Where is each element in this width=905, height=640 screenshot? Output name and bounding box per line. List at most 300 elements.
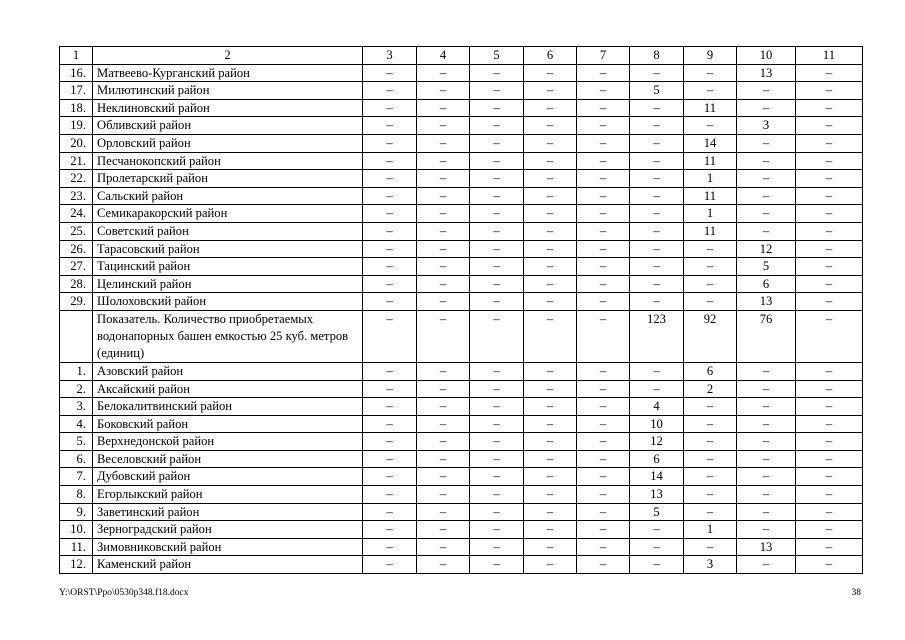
value-cell: – <box>363 380 417 398</box>
header-cell: 10 <box>737 47 796 65</box>
header-cell: 6 <box>524 47 577 65</box>
row-name-cell: Веселовский район <box>93 450 363 468</box>
table-row <box>60 433 863 451</box>
value-cell: 14 <box>684 134 737 152</box>
value-cell: – <box>524 486 577 504</box>
data-table <box>59 46 863 574</box>
value-cell: – <box>524 450 577 468</box>
value-cell: – <box>363 152 417 170</box>
value-cell: – <box>470 82 524 100</box>
value-cell: – <box>577 293 630 311</box>
value-cell: 92 <box>684 310 737 362</box>
row-number-cell: 26. <box>60 240 93 258</box>
table-row <box>60 556 863 574</box>
value-cell: – <box>470 468 524 486</box>
value-cell: – <box>417 222 470 240</box>
row-name-cell: Зимовниковский район <box>93 538 363 556</box>
value-cell: – <box>737 187 796 205</box>
value-cell: 11 <box>684 222 737 240</box>
value-cell: – <box>524 240 577 258</box>
table-row <box>60 99 863 117</box>
value-cell: – <box>737 170 796 188</box>
value-cell: – <box>524 187 577 205</box>
value-cell: – <box>796 362 863 380</box>
value-cell: – <box>630 205 684 223</box>
value-cell: – <box>577 205 630 223</box>
value-cell: – <box>417 152 470 170</box>
value-cell: – <box>417 275 470 293</box>
value-cell: – <box>737 205 796 223</box>
value-cell: – <box>524 82 577 100</box>
value-cell: – <box>470 240 524 258</box>
value-cell: – <box>577 362 630 380</box>
value-cell: – <box>737 415 796 433</box>
row-name-cell: Тацинский район <box>93 258 363 276</box>
table-row <box>60 293 863 311</box>
value-cell: – <box>684 258 737 276</box>
value-cell: – <box>630 380 684 398</box>
row-number-cell: 16. <box>60 64 93 82</box>
value-cell: – <box>796 398 863 416</box>
value-cell: – <box>737 99 796 117</box>
value-cell: – <box>737 556 796 574</box>
value-cell: – <box>363 415 417 433</box>
value-cell: 123 <box>630 310 684 362</box>
value-cell: – <box>630 556 684 574</box>
value-cell: – <box>796 205 863 223</box>
value-cell: 3 <box>737 117 796 135</box>
value-cell: – <box>737 503 796 521</box>
value-cell: – <box>737 380 796 398</box>
table-row <box>60 64 863 82</box>
value-cell: 3 <box>684 556 737 574</box>
row-name-cell: Аксайский район <box>93 380 363 398</box>
value-cell: 10 <box>630 415 684 433</box>
value-cell: – <box>577 310 630 362</box>
row-name-cell: Шолоховский район <box>93 293 363 311</box>
value-cell: 12 <box>630 433 684 451</box>
value-cell: – <box>796 380 863 398</box>
footer-page-number: 38 <box>851 588 861 598</box>
value-cell: – <box>363 82 417 100</box>
row-number-cell: 24. <box>60 205 93 223</box>
row-number-cell: 25. <box>60 222 93 240</box>
header-cell: 5 <box>470 47 524 65</box>
value-cell: – <box>684 468 737 486</box>
value-cell: – <box>417 556 470 574</box>
value-cell: – <box>417 117 470 135</box>
value-cell: 13 <box>737 64 796 82</box>
value-cell: – <box>796 187 863 205</box>
row-number-cell: 7. <box>60 468 93 486</box>
header-cell: 9 <box>684 47 737 65</box>
value-cell: – <box>470 258 524 276</box>
value-cell: – <box>417 99 470 117</box>
value-cell: – <box>363 538 417 556</box>
value-cell: – <box>796 556 863 574</box>
value-cell: – <box>630 187 684 205</box>
value-cell: – <box>577 398 630 416</box>
value-cell: – <box>363 362 417 380</box>
table-row <box>60 117 863 135</box>
row-number-cell: 28. <box>60 275 93 293</box>
value-cell: – <box>470 117 524 135</box>
table-row <box>60 275 863 293</box>
value-cell: – <box>796 275 863 293</box>
value-cell: 6 <box>630 450 684 468</box>
value-cell: – <box>524 117 577 135</box>
table-row <box>60 152 863 170</box>
value-cell: – <box>524 152 577 170</box>
row-name-cell: Неклиновский район <box>93 99 363 117</box>
value-cell: – <box>417 170 470 188</box>
table-row <box>60 521 863 539</box>
value-cell: – <box>684 240 737 258</box>
value-cell: – <box>363 99 417 117</box>
header-cell: 4 <box>417 47 470 65</box>
value-cell: – <box>470 521 524 539</box>
table-row <box>60 538 863 556</box>
value-cell: – <box>470 503 524 521</box>
value-cell: – <box>630 117 684 135</box>
value-cell: – <box>470 380 524 398</box>
value-cell: – <box>577 415 630 433</box>
table-header-row <box>60 47 863 65</box>
value-cell: – <box>684 486 737 504</box>
header-cell: 2 <box>93 47 363 65</box>
row-name-cell: Егорлыкский район <box>93 486 363 504</box>
value-cell: – <box>737 433 796 451</box>
value-cell: – <box>524 521 577 539</box>
value-cell: – <box>524 538 577 556</box>
value-cell: – <box>796 82 863 100</box>
value-cell: 14 <box>630 468 684 486</box>
value-cell: 11 <box>684 99 737 117</box>
table-row <box>60 468 863 486</box>
table-row <box>60 398 863 416</box>
value-cell: – <box>470 205 524 223</box>
value-cell: – <box>363 293 417 311</box>
value-cell: 13 <box>630 486 684 504</box>
value-cell: – <box>470 134 524 152</box>
value-cell: – <box>470 64 524 82</box>
value-cell: – <box>363 134 417 152</box>
value-cell: – <box>577 99 630 117</box>
value-cell: – <box>684 117 737 135</box>
value-cell: – <box>577 556 630 574</box>
value-cell: – <box>363 450 417 468</box>
value-cell: – <box>417 134 470 152</box>
value-cell: – <box>737 486 796 504</box>
value-cell: – <box>630 362 684 380</box>
row-name-cell: Песчанокопский район <box>93 152 363 170</box>
row-name-cell: Семикаракорский район <box>93 205 363 223</box>
value-cell: – <box>470 415 524 433</box>
header-cell: 11 <box>796 47 863 65</box>
value-cell: – <box>417 205 470 223</box>
value-cell: – <box>577 380 630 398</box>
row-number-cell: 1. <box>60 362 93 380</box>
value-cell: – <box>363 503 417 521</box>
value-cell: – <box>417 521 470 539</box>
value-cell: – <box>363 222 417 240</box>
row-number-cell: 18. <box>60 99 93 117</box>
value-cell: – <box>470 398 524 416</box>
value-cell: – <box>417 433 470 451</box>
value-cell: – <box>524 258 577 276</box>
value-cell: – <box>417 380 470 398</box>
value-cell: – <box>684 538 737 556</box>
value-cell: – <box>630 99 684 117</box>
value-cell: – <box>524 468 577 486</box>
value-cell: – <box>737 362 796 380</box>
row-number-cell: 22. <box>60 170 93 188</box>
row-name-cell: Пролетарский район <box>93 170 363 188</box>
value-cell: – <box>470 99 524 117</box>
value-cell: – <box>524 503 577 521</box>
value-cell: – <box>417 310 470 362</box>
value-cell: – <box>796 258 863 276</box>
row-number-cell: 6. <box>60 450 93 468</box>
row-name-cell: Милютинский район <box>93 82 363 100</box>
row-number-cell: 27. <box>60 258 93 276</box>
table-row <box>60 362 863 380</box>
value-cell: – <box>630 170 684 188</box>
value-cell: – <box>524 64 577 82</box>
value-cell: – <box>363 486 417 504</box>
value-cell: – <box>796 99 863 117</box>
row-number-cell: 8. <box>60 486 93 504</box>
value-cell: – <box>577 187 630 205</box>
value-cell: – <box>470 556 524 574</box>
value-cell: – <box>417 82 470 100</box>
value-cell: – <box>363 170 417 188</box>
value-cell: – <box>737 222 796 240</box>
row-number-cell: 20. <box>60 134 93 152</box>
value-cell: – <box>796 293 863 311</box>
value-cell: – <box>796 521 863 539</box>
value-cell: – <box>577 503 630 521</box>
row-name-cell: Дубовский район <box>93 468 363 486</box>
value-cell: – <box>524 222 577 240</box>
value-cell: – <box>524 398 577 416</box>
table-row <box>60 205 863 223</box>
value-cell: – <box>684 503 737 521</box>
value-cell: – <box>524 415 577 433</box>
value-cell: – <box>363 64 417 82</box>
value-cell: – <box>524 310 577 362</box>
value-cell: – <box>577 134 630 152</box>
value-cell: – <box>796 486 863 504</box>
value-cell: – <box>417 64 470 82</box>
value-cell: – <box>417 503 470 521</box>
value-cell: – <box>630 275 684 293</box>
value-cell: – <box>577 170 630 188</box>
row-name-cell: Орловский район <box>93 134 363 152</box>
table-row <box>60 222 863 240</box>
value-cell: – <box>630 521 684 539</box>
value-cell: – <box>470 293 524 311</box>
row-name-cell: Показатель. Количество приобретаемых водонапорных башен емкостью 25 куб. метров (единиц) <box>93 310 363 362</box>
table-row <box>60 134 863 152</box>
value-cell: – <box>363 398 417 416</box>
value-cell: – <box>470 433 524 451</box>
value-cell: – <box>577 222 630 240</box>
table-row <box>60 258 863 276</box>
value-cell: – <box>524 275 577 293</box>
value-cell: – <box>524 362 577 380</box>
value-cell: – <box>737 152 796 170</box>
row-name-cell: Заветинский район <box>93 503 363 521</box>
value-cell: – <box>524 556 577 574</box>
value-cell: 11 <box>684 187 737 205</box>
value-cell: – <box>796 64 863 82</box>
value-cell: 11 <box>684 152 737 170</box>
value-cell: – <box>470 222 524 240</box>
value-cell: – <box>417 362 470 380</box>
value-cell: – <box>796 433 863 451</box>
value-cell: – <box>577 468 630 486</box>
value-cell: – <box>470 450 524 468</box>
table-row <box>60 187 863 205</box>
value-cell: – <box>363 433 417 451</box>
value-cell: – <box>363 275 417 293</box>
table-row <box>60 380 863 398</box>
row-name-cell: Азовский район <box>93 362 363 380</box>
value-cell: – <box>524 433 577 451</box>
value-cell: – <box>470 275 524 293</box>
value-cell: – <box>470 486 524 504</box>
row-name-cell: Белокалитвинский район <box>93 398 363 416</box>
value-cell: – <box>796 117 863 135</box>
value-cell: – <box>737 82 796 100</box>
value-cell: 1 <box>684 170 737 188</box>
value-cell: – <box>417 538 470 556</box>
table-row <box>60 240 863 258</box>
value-cell: 12 <box>737 240 796 258</box>
value-cell: 13 <box>737 293 796 311</box>
row-number-cell: 2. <box>60 380 93 398</box>
row-number-cell: 21. <box>60 152 93 170</box>
value-cell: – <box>684 433 737 451</box>
value-cell: – <box>363 187 417 205</box>
value-cell: – <box>684 398 737 416</box>
row-name-cell: Тарасовский район <box>93 240 363 258</box>
value-cell: 5 <box>737 258 796 276</box>
value-cell: – <box>630 134 684 152</box>
value-cell: – <box>630 258 684 276</box>
value-cell: – <box>417 450 470 468</box>
value-cell: – <box>577 240 630 258</box>
row-number-cell: 19. <box>60 117 93 135</box>
value-cell: – <box>577 64 630 82</box>
table-body <box>60 47 863 574</box>
row-number-cell: 11. <box>60 538 93 556</box>
value-cell: – <box>577 152 630 170</box>
row-name-cell: Сальский район <box>93 187 363 205</box>
value-cell: – <box>684 415 737 433</box>
value-cell: – <box>363 468 417 486</box>
value-cell: – <box>577 275 630 293</box>
value-cell: – <box>684 82 737 100</box>
value-cell: – <box>630 152 684 170</box>
value-cell: – <box>796 503 863 521</box>
value-cell: 5 <box>630 82 684 100</box>
value-cell: – <box>684 450 737 468</box>
value-cell: 13 <box>737 538 796 556</box>
value-cell: – <box>796 415 863 433</box>
value-cell: – <box>470 310 524 362</box>
value-cell: – <box>417 486 470 504</box>
value-cell: – <box>363 258 417 276</box>
value-cell: – <box>524 380 577 398</box>
header-cell: 8 <box>630 47 684 65</box>
header-cell: 3 <box>363 47 417 65</box>
row-number-cell: 29. <box>60 293 93 311</box>
value-cell: – <box>524 205 577 223</box>
value-cell: – <box>737 468 796 486</box>
value-cell: – <box>417 187 470 205</box>
value-cell: – <box>524 170 577 188</box>
row-number-cell: 17. <box>60 82 93 100</box>
value-cell: – <box>417 398 470 416</box>
value-cell: – <box>363 521 417 539</box>
value-cell: – <box>796 538 863 556</box>
value-cell: – <box>630 293 684 311</box>
value-cell: – <box>796 134 863 152</box>
value-cell: 76 <box>737 310 796 362</box>
value-cell: – <box>417 415 470 433</box>
value-cell: – <box>470 362 524 380</box>
table-row <box>60 450 863 468</box>
value-cell: – <box>363 556 417 574</box>
table-row <box>60 415 863 433</box>
value-cell: – <box>417 293 470 311</box>
value-cell: – <box>737 134 796 152</box>
value-cell: – <box>577 82 630 100</box>
row-name-cell: Целинский район <box>93 275 363 293</box>
value-cell: 5 <box>630 503 684 521</box>
table-row <box>60 486 863 504</box>
table-row <box>60 82 863 100</box>
row-number-cell: 5. <box>60 433 93 451</box>
value-cell: 1 <box>684 521 737 539</box>
value-cell: – <box>417 468 470 486</box>
value-cell: – <box>737 398 796 416</box>
footer-file-path: Y:\ORST\Ppo\0530p348.f18.docx <box>59 588 189 598</box>
value-cell: – <box>684 275 737 293</box>
row-name-cell: Каменский район <box>93 556 363 574</box>
value-cell: – <box>524 134 577 152</box>
row-number-cell: 3. <box>60 398 93 416</box>
value-cell: – <box>796 152 863 170</box>
value-cell: – <box>630 240 684 258</box>
value-cell: – <box>470 538 524 556</box>
value-cell: 1 <box>684 205 737 223</box>
row-name-cell: Верхнедонской район <box>93 433 363 451</box>
row-number-cell: 9. <box>60 503 93 521</box>
row-number-cell: 4. <box>60 415 93 433</box>
value-cell: – <box>684 64 737 82</box>
value-cell: – <box>684 293 737 311</box>
value-cell: – <box>796 468 863 486</box>
row-name-cell: Зерноградский район <box>93 521 363 539</box>
value-cell: – <box>630 222 684 240</box>
value-cell: 4 <box>630 398 684 416</box>
value-cell: – <box>363 240 417 258</box>
value-cell: – <box>577 450 630 468</box>
value-cell: – <box>417 240 470 258</box>
